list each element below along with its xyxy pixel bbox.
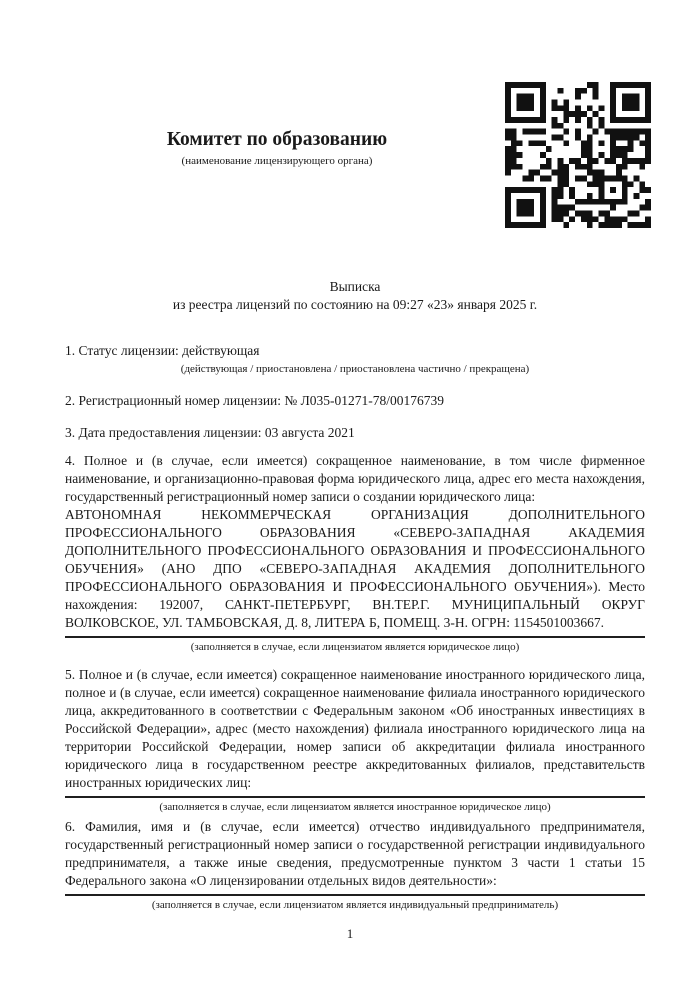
item-1-license-status	[65, 342, 645, 376]
item-6-individual-entrepreneur	[65, 818, 645, 912]
page-number: 1	[346, 926, 354, 941]
item-3-license-date	[65, 424, 645, 442]
document-heading	[65, 278, 645, 314]
item-6-rule	[65, 894, 645, 896]
item-5-text: 5. Полное и (в случае, если имеется) сокращенное наименование иностранного юридического лица, полное и (в случае, если имеется) сокращенное наименование филиала иностранного юридического лица, аккредитованного в соответствии с Федеральным законом «Об иностранных инвестициях в Российской Федерации», адрес (место нахождения) филиала иностранного юридического лица на территории Российской Федерации, номер записи об аккредитации филиала иностранного юридического лица в государственном реестре аккредитованных филиалов, представительств иностранных юридических лиц:	[65, 667, 645, 790]
item-4-text: 4. Полное и (в случае, если имеется) сокращенное наименование, в том числе фирменное наименование, и организационно-правовая форма юридического лица, адрес его места нахождения, государственный регистрационный номер записи о создании юридического лица:	[65, 453, 645, 504]
item-3-text: 3. Дата предоставления лицензии: 03 августа 2021	[65, 425, 355, 440]
page-title: Комитет по образованию	[166, 129, 388, 150]
item-5-foreign-entity	[65, 666, 645, 814]
item-1-caption: (действующая / приостановлена / приостановлена частично / прекращена)	[180, 363, 530, 375]
item-4-rule-caption: (заполняется в случае, если лицензиатом является юридическое лицо)	[190, 641, 520, 653]
licensing-authority-caption: (наименование лицензирующего органа)	[181, 155, 373, 167]
item-5-rule-caption: (заполняется в случае, если лицензиатом является иностранное юридическое лицо)	[159, 801, 551, 813]
doc-title: Выписка	[329, 279, 381, 294]
item-1-text: 1. Статус лицензии: действующая	[65, 343, 260, 358]
item-6-rule-caption: (заполняется в случае, если лицензиатом является индивидуальный предприниматель)	[151, 899, 559, 911]
item-4-rule	[65, 636, 645, 638]
qr-code-icon	[505, 82, 651, 228]
doc-subtitle: из реестра лицензий по состоянию на 09:27 «23» января 2025 г.	[172, 297, 538, 312]
licensing-authority-block	[65, 128, 489, 169]
item-4-legal-entity	[65, 452, 645, 654]
item-6-text: 6. Фамилия, имя и (в случае, если имеется) отчество индивидуального предпринимателя, государственный регистрационный номер записи о государственной регистрации индивидуального предпринимателя, а также иные сведения, предусмотренные пунктом 3 части 1 статьи 15 Федерального закона «О лицензировании отдельных видов деятельности»:	[65, 819, 645, 888]
item-5-rule	[65, 796, 645, 798]
item-2-text: 2. Регистрационный номер лицензии: № Л035-01271-78/00176739	[65, 393, 445, 408]
item-2-registration-number	[65, 392, 645, 410]
item-4-value: АВТОНОМНАЯ НЕКОММЕРЧЕСКАЯ ОРГАНИЗАЦИЯ ДОПОЛНИТЕЛЬНОГО ПРОФЕССИОНАЛЬНОГО ОБРАЗОВАНИЯ «СЕВЕРО-ЗАПАДНАЯ АКАДЕМИЯ ДОПОЛНИТЕЛЬНОГО ПРОФЕССИОНАЛЬНОГО ОБРАЗОВАНИЯ И ПРОФЕССИОНАЛЬНОГО ОБУЧЕНИЯ» (АНО ДПО «СЕВЕРО-ЗАПАДНАЯ АКАДЕМИЯ ДОПОЛНИТЕЛЬНОГО ПРОФЕССИОНАЛЬНОГО ОБРАЗОВАНИЯ И ПРОФЕССИОНАЛЬНОГО ОБУЧЕНИЯ»). Место нахождения: 192007, САНКТ-ПЕТЕРБУРГ, ВН.ТЕР.Г. МУНИЦИПАЛЬНЫЙ ОКРУГ ВОЛКОВСКОЕ, УЛ. ТАМБОВСКАЯ, Д. 8, ЛИТЕРА Б, ПОМЕЩ. 3-Н. ОГРН: 1154501003667.	[65, 507, 645, 630]
